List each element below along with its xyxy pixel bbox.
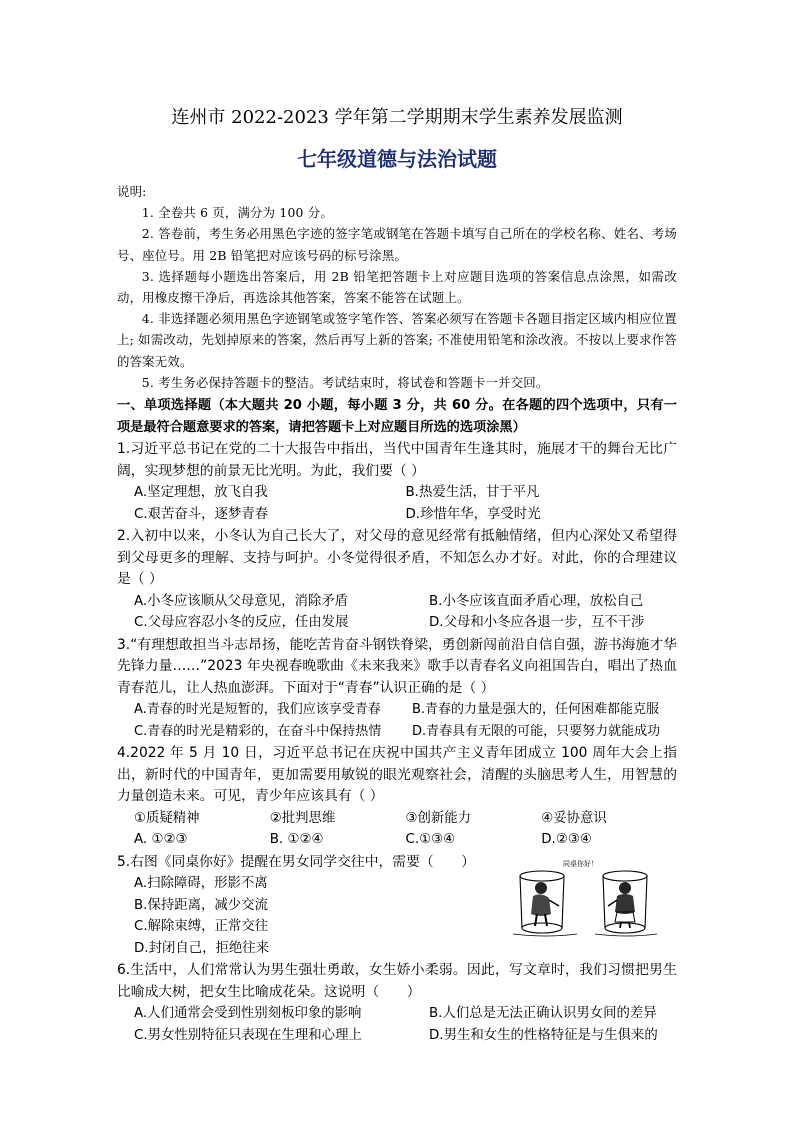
exam-subtitle: 七年级道德与法治试题	[297, 147, 497, 171]
question-4-stem: 4.2022 年 5 月 10 日，习近平总书记在庆祝中国共产主义青年团成立 100 周年大会上指出，新时代的中国青年，更加需要用敏锐的眼光观察社会，清醒的头脑思考人生，用智慧的力量创造未来。可见，青少年应该具有（ ）	[117, 745, 677, 805]
option-d: D.青春具有无限的可能，只要努力就能成功	[412, 723, 661, 739]
question-5	[117, 852, 677, 959]
option-b: B.人们总是无法正确认识男女间的差异	[429, 1006, 657, 1022]
option-d: D.男生和女生的性格特征是与生俱来的	[429, 1027, 658, 1043]
option-c: C.青春的时光是精彩的，在奋斗中保持热情	[134, 723, 382, 739]
instruction-item: 2. 答卷前，考生务必用黑色字迹的签字笔或钢笔在答题卡填写自己所在的学校名称、姓名、考场号、座位号。用 2B 铅笔把对应该号码的标号涂黑。	[117, 226, 677, 263]
option-c: C.父母应容忍小冬的反应，任由发展	[134, 615, 349, 631]
question-4-options	[117, 829, 677, 850]
statement-item: ②批判思维	[269, 811, 336, 826]
option-c: C.①③④	[405, 832, 456, 848]
section-heading: 一、单项选择题（本大题共 20 小题，每小题 3 分，共 60 分。在各题的四个选项中，只有一项是最符合题意要求的答案，请把答题卡上对应题目所选的选项涂黑）	[117, 398, 677, 435]
option-c: C.男女性别特征只表现在生理和心理上	[134, 1027, 362, 1043]
instruction-item: 1. 全卷共 6 页，满分为 100 分。	[141, 205, 333, 221]
option-a: A.小冬应该顺从父母意见，消除矛盾	[134, 593, 349, 609]
statement-item: ①质疑精神	[134, 811, 200, 826]
question-1-options	[117, 482, 677, 525]
question-4-items	[117, 808, 677, 829]
question-1-stem: 1.习近平总书记在党的二十大报告中指出，当代中国青年生逢其时，施展才干的舞台无比广阔，实现梦想的前景无比光明。为此，我们要（ ）	[117, 441, 677, 479]
statement-item: ③创新能力	[405, 811, 472, 826]
option-d: D.封闭自己，拒绝往来	[134, 940, 270, 956]
exam-title: 连州市 2022-2023 学年第二学期期末学生素养发展监测	[171, 107, 623, 128]
option-d: D.珍惜年华，享受时光	[405, 506, 541, 522]
question-6-options	[117, 1003, 677, 1046]
option-c: C.解除束缚，正常交往	[134, 919, 269, 935]
instructions	[117, 181, 677, 393]
option-b: B.热爱生活，甘于平凡	[405, 485, 540, 501]
instructions-label: 说明:	[117, 184, 147, 199]
question-3-options	[117, 699, 677, 742]
option-b: B. ①②④	[269, 832, 324, 848]
instruction-item: 3. 选择题每小题选出答案后，用 2B 铅笔把答题卡上对应题目选项的答案信息点涂黑，如需改动，用橡皮擦干净后，再选涂其他答案，答案不能答在试题上。	[117, 268, 677, 306]
option-d: D.父母和小冬应各退一步，互不干涉	[429, 615, 645, 631]
option-b: B.保持距离，减少交流	[134, 897, 268, 913]
question-5-stem: 5.右图《同桌你好》提醒在男女同学交往中，需要（ ）	[117, 853, 476, 870]
option-b: B.小冬应该直面矛盾心理，放松自己	[429, 593, 644, 609]
statement-item: ④妥协意识	[541, 811, 607, 826]
question-3-stem: 3.“有理想敢担当斗志昂扬，能吃苦肯奋斗钢铁脊梁，勇创新闯前沿自信自强，游书海施才华先锋力量……”2023 年央视春晚歌曲《未来我来》歌手以青春名义向祖国告白，唱出了热血青春范儿，让人热血澎湃。下面对于“青春”认识正确的是（ ）	[117, 636, 677, 696]
cartoon-caption: 同桌你好！	[563, 859, 598, 868]
option-c: C.艰苦奋斗，逐梦青春	[134, 506, 269, 522]
instruction-item: 4. 非选择题必须用黑色字迹钢笔或签字笔作答、答案必须写在答题卡各题目指定区域内相应位置上; 如需改动，先划掉原来的答案，然后再写上新的答案; 不准使用铅笔和涂改液。不按以上要求作答的答案无效。	[117, 311, 677, 369]
option-a: A.人们通常会受到性别刻板印象的影响	[134, 1006, 362, 1022]
option-a: A.坚定理想，放飞自我	[134, 485, 268, 501]
option-a: A. ①②③	[134, 832, 188, 848]
exam-body	[117, 181, 677, 1046]
option-a: A.青春的时光是短暂的，我们应该享受青春	[134, 702, 381, 718]
instruction-item: 5. 考生务必保持答题卡的整洁。考试结束时，将试卷和答题卡一并交回。	[141, 374, 549, 390]
question-2-options	[117, 591, 677, 634]
question-6-stem: 6.生活中，人们常常认为男生强壮勇敢，女生娇小柔弱。因此，写文章时，我们习惯把男生比喻成大树，把女生比喻成花朵。这说明（ ）	[117, 962, 677, 1000]
question-2-stem: 2.入初中以来，小冬认为自己长大了，对父母的意见经常有抵触情绪，但内心深处又希望得到父母更多的理解、支持与呵护。小冬觉得很矛盾，不知怎么办才好。对此，你的合理建议是（ ）	[117, 528, 677, 588]
option-d: D.②③④	[541, 832, 592, 848]
option-a: A.扫除障碍，形影不离	[134, 876, 268, 892]
cartoon-illustration	[507, 854, 667, 940]
option-b: B.青春的力量是强大的，任何困难都能克服	[412, 702, 660, 718]
